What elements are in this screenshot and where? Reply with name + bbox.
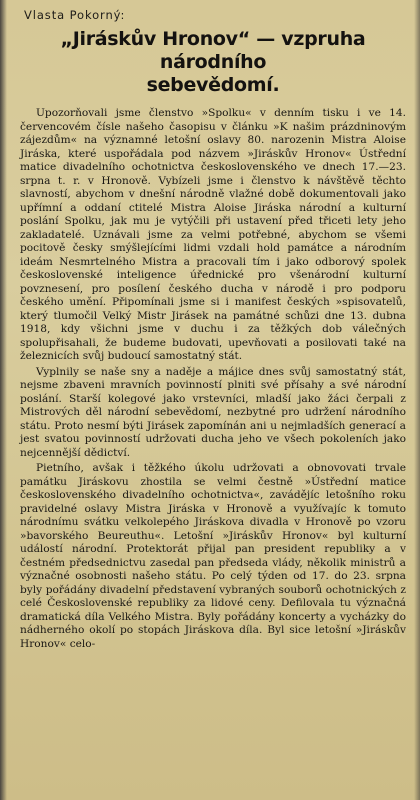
paragraph: Pietního, avšak i těžkého úkolu udržovati a obnovovati trvale památku Jiráskovu zhostila se velmi čestně »Ústřední matice československého divadelního ochotnictva«, zavádějíc letošního roku pravidelné oslavy Mistra Jiráska v Hronově a využívajíc k tomuto národnímu svátku velkolepého Jiráskova divadla v Hronově po vzoru »bavorského Beureuthu«. Letošní »Jiráskův Hronov« byl kulturní událostí národní. Protektorát přijal pan president republiky a v čestném předsednictvu zasedal pan předseda vlády, několik ministrů a význačné osobnosti našeho státu. Po celý týden od 17. do 23. srpna byly pořádány divadelní představení vybraných souborů ochotnických z celé Československé republiky za lidové ceny. Defilovala tu význačná dramatická díla Velkého Mistra. Byly pořádány koncerty a vycházky do nádherného okolí po stopách Jiráskova díla. Byl sice letošní »Jiráskův Hronov« celo-	[20, 462, 406, 650]
article-body	[20, 107, 406, 651]
article-title	[20, 28, 406, 97]
paragraph: Upozorňovali jsme členstvo »Spolku« v denním tisku i ve 14. červencovém čísle našeho časopisu v článku »K našim prázdninovým zájezdům« na významné letošní oslavy 80. narozenin Mistra Aloise Jiráska, které uspořádala pod názvem »Jiráskův Hronov« Ústřední matice divadelního ochotnictva československého ve dnech 17.—23. srpna t. r. v Hronově. Vybízeli jsme i členstvo k návštěvě těchto slavností, abychom v dnešní národně vlažné době dokumentovali jako upřímní a oddaní ctitelé Mistra Aloise Jiráska národní a kulturní poslání Spolku, jak mu je vytýčili při ustavení před třiceti lety jeho zakladatelé. Uznávali jsme za velmi potřebné, abychom se všemi pocitově česky smýšlejícími lidmi vzdali hold památce a národním ideám Nesmrtelného Mistra a pracovali tím i jako odborový spolek československé inteligence úřednické pro všenárodní kulturní povznesení, pro posílení českého ducha v národě i pro podporu českého umění. Připomínali jsme si i manifest českých »spisovatelů, který tlumočil Velký Mistr Jirásek na památné schůzi dne 13. dubna 1918, kdy všichni jsme v duchu i za těžkých dob válečných spolupřisahali, že budeme budovati, upevňovati a posilovati také na železnicích svůj budoucí samostatný stát.	[20, 107, 406, 362]
article-title-line-2: sebevědomí.	[146, 74, 280, 96]
article-title-line-1: „Jiráskův Hronov“ — vzpruha národního	[60, 28, 366, 73]
author-byline: Vlasta Pokorný:	[24, 8, 126, 22]
paragraph: Vyplnily se naše sny a naděje a májice dnes svůj samostatný stát, nejsme zbaveni mravních povinností plniti své přísahy a své národní poslání. Starší kolegové jako vrstevníci, mladší jako žáci čerpali z Mistrových děl národní sebevědomí, nezbytné pro udržení národního státu. Proto nesmí býti Jirásek zapomínán ani u nejmladších generací a jest svatou povinností udržovati ducha jeho ve všech pokoleních jako nejcennější dědictví.	[20, 365, 406, 459]
